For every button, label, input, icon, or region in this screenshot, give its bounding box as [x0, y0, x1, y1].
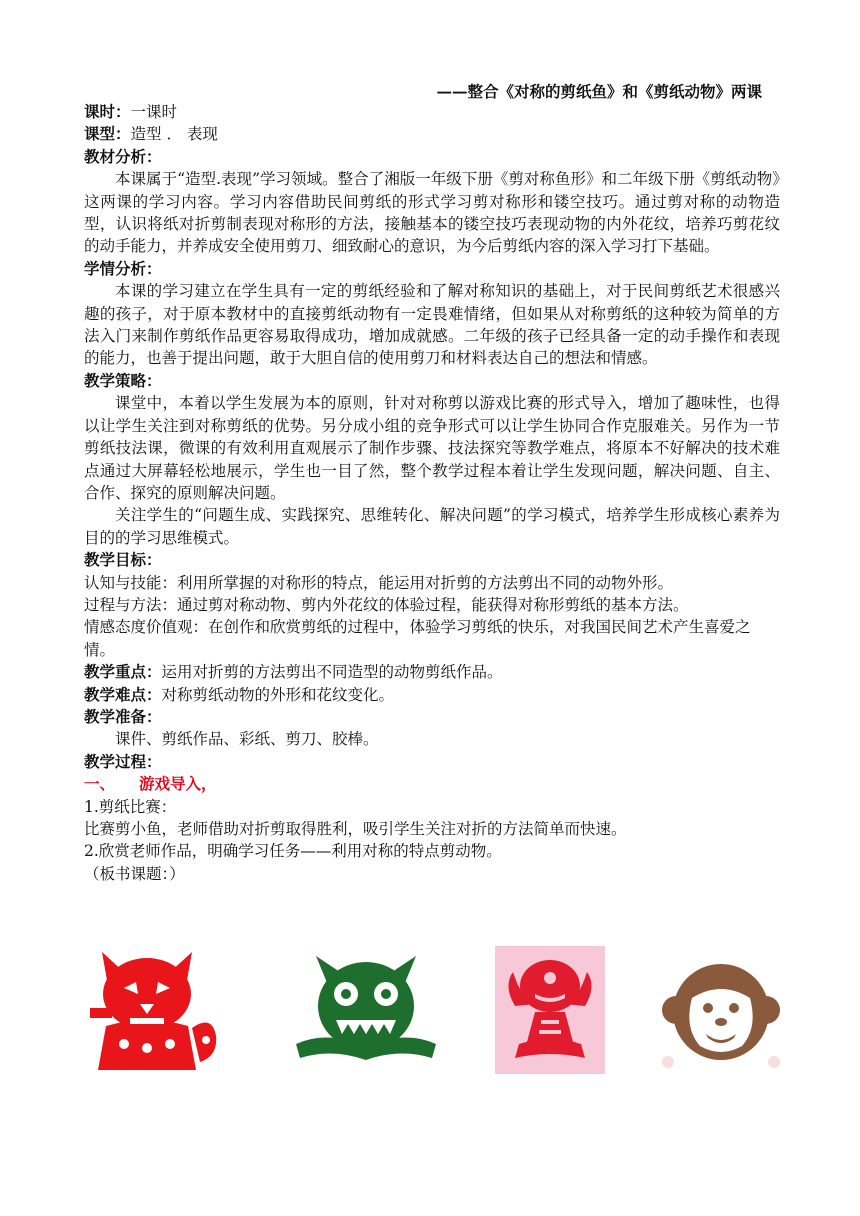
material-heading: 教材分析：	[84, 146, 162, 166]
difficulty-value: 对称剪纸动物的外形和花纹变化。	[161, 685, 395, 704]
step1-item1: 1.剪纸比赛：	[84, 797, 177, 816]
goal-1: 认知与技能：利用所掌握的对称形的特点，能运用对折剪的方法剪出不同的动物外形。	[84, 573, 674, 592]
process-heading: 教学过程：	[84, 751, 162, 771]
key-point-label: 教学重点：	[84, 662, 162, 682]
goal-2: 过程与方法：通过剪对称动物、剪内外花纹的体验过程，能获得对称形剪纸的基本方法。	[84, 595, 689, 614]
step1-number: 一、	[84, 774, 116, 794]
period-line	[84, 101, 780, 123]
learner-heading: 学情分析：	[84, 258, 162, 278]
step1-item2: 2.欣赏老师作品，明确学习任务——利用对称的特点剪动物。	[84, 842, 502, 861]
document-body	[84, 101, 780, 885]
fish-papercut	[495, 946, 605, 1074]
key-point-value: 运用对折剪的方法剪出不同造型的动物剪纸作品。	[161, 663, 503, 682]
step1-item1-text: 比赛剪小鱼，老师借助对折剪取得胜利，吸引学生关注对折的方法简单而快速。	[84, 820, 627, 838]
type-value: 造型 ． 表现	[130, 125, 218, 144]
tiger-papercut-graphic	[84, 944, 222, 1074]
owl-papercut-graphic	[296, 950, 436, 1074]
step1-note: （板书课题：）	[84, 864, 185, 883]
period-label: 课时：	[84, 102, 131, 121]
monkey-papercut-graphic	[662, 958, 780, 1074]
strategy-text-2: 关注学生的“问题生成、实践探究、思维转化、解决问题”的学习模式，培养学生形成核心素养为目的的学习思维模式。	[84, 506, 780, 547]
fish-papercut-graphic	[495, 946, 605, 1074]
prep-heading: 教学准备：	[84, 706, 162, 726]
strategy-heading: 教学策略：	[84, 370, 162, 390]
owl-papercut	[296, 950, 436, 1074]
step1-heading	[84, 773, 780, 795]
difficulty-label: 教学难点：	[84, 684, 162, 704]
monkey-papercut	[662, 958, 780, 1074]
tiger-papercut	[84, 944, 222, 1074]
period-value: 一课时	[130, 103, 178, 121]
goals-heading: 教学目标：	[84, 550, 162, 570]
difficulty-line	[84, 684, 780, 706]
step1-title: 游戏导入，	[139, 774, 217, 794]
type-line	[84, 123, 780, 145]
strategy-text-1: 课堂中，本着以学生发展为本的原则，针对对称剪以游戏比赛的形式导入，增加了趣味性，也得以让学生关注到对称剪纸的优势。另分成小组的竞争形式可以让学生协同合作克服难关。另作为一节剪纸技法课，微课的有效利用直观展示了制作步骤、技法探究等教学难点，将原本不好解决的技术难点通过大屏幕轻松地展示，学生也一目了然，整个教学过程本着让学生发现问题，解决问题、自主、合作、探究的原则解决问题。	[84, 394, 780, 502]
key-point-line	[84, 661, 780, 683]
papercut-images	[84, 944, 780, 1074]
prep-text: 课件、剪纸作品、彩纸、剪刀、胶棒。	[115, 730, 379, 749]
material-text: 本课属于“造型.表现”学习领域。整合了湘版一年级下册《剪对称鱼形》和二年级下册《剪纸动物》这两课的学习内容。学习内容借助民间剪纸的形式学习剪对称形和镂空技巧。通过剪对称的动物造型，认识将纸对折剪制表现对称形的方法，接触基本的镂空技巧表现动物的内外花纹，培养巧剪花纹的动手能力，并养成安全使用剪刀、细致耐心的意识，为今后剪纸内容的深入学习打下基础。	[84, 170, 780, 256]
type-label: 课型：	[84, 124, 131, 144]
document-subtitle: ——整合《对称的剪纸鱼》和《剪纸动物》两课	[436, 82, 762, 101]
goal-3: 情感态度价值观：在创作和欣赏剪纸的过程中，体验学习剪纸的快乐，对我国民间艺术产生喜爱之情。	[84, 618, 751, 659]
learner-text: 本课的学习建立在学生具有一定的剪纸经验和了解对称知识的基础上，对于民间剪纸艺术很感兴趣的孩子，对于原本教材中的直接剪纸动物有一定畏难情绪，但如果从对称剪纸的这种较为简单的方法入门来制作剪纸作品更容易取得成功，增加成就感。二年级的孩子已经具备一定的动手操作和表现的能力，也善于提出问题，敢于大胆自信的使用剪刀和材料表达自己的想法和情感。	[84, 282, 780, 368]
